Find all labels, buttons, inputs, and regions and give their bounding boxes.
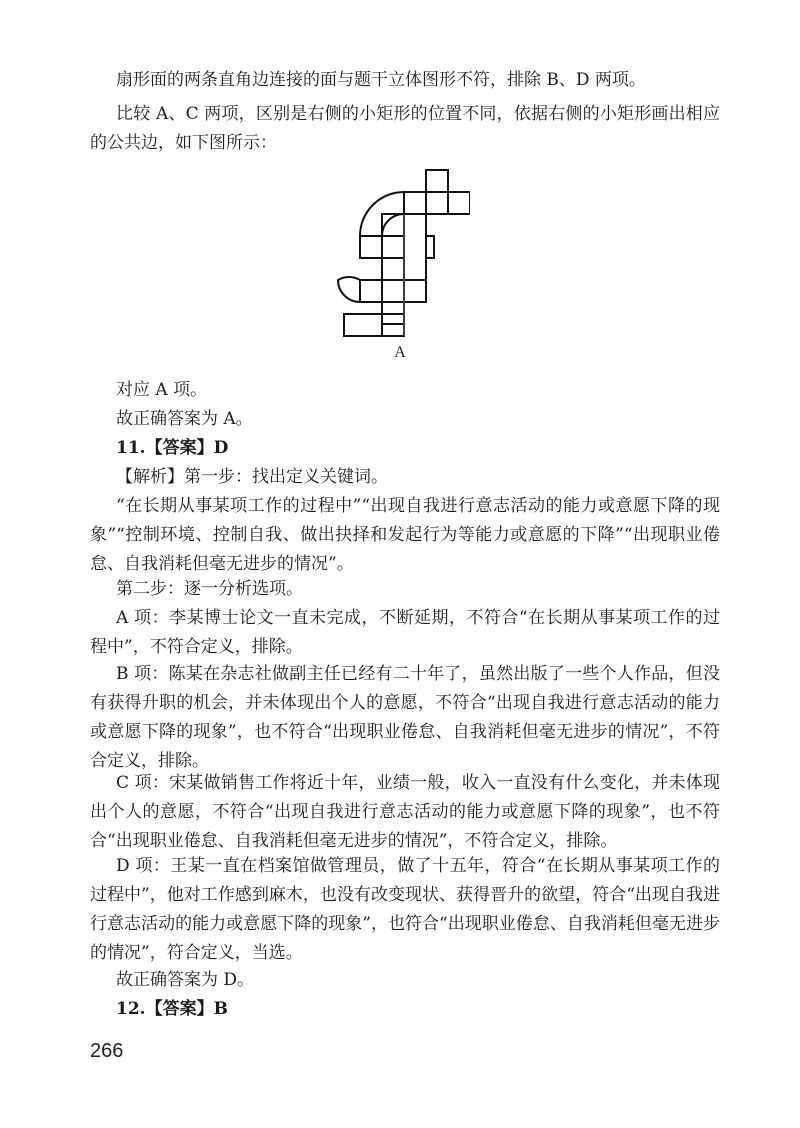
paragraph-answer-a: 故正确答案为 A。 <box>116 409 253 429</box>
page-number: 266 <box>90 1040 124 1062</box>
question-11-step-2: 第二步：逐一分析选项。 <box>116 579 303 599</box>
figure-caption: A <box>394 344 406 361</box>
question-11-step-1: 【解析】第一步：找出定义关键词。 <box>116 467 388 487</box>
net-diagram <box>330 164 470 344</box>
paragraph-exclusion-bd: 扇形面的两条直角边连接的面与题干立体图形不符，排除 B、D 两项。 <box>116 70 646 90</box>
option-c-analysis: C 项：宋某做销售工作将近十年，业绩一般，收入一直没有什么变化，并未体现出个人的意愿，不符合“出现自我进行意志活动的能力或意愿下降的现象”，也不符合“出现职业倦怠、自我消耗但毫无进步的情况”，不符合定义，排除。 <box>90 773 720 851</box>
question-11-keywords: “在长期从事某项工作的过程中”“出现自我进行意志活动的能力或意愿下降的现象”“控制环境、控制自我、做出抉择和发起行为等能力或意愿的下降”“出现职业倦怠、自我消耗但毫无进步的情况”。 <box>90 496 720 574</box>
unfolded-net-figure <box>330 164 470 344</box>
paragraph-corresponds-a: 对应 A 项。 <box>116 380 208 400</box>
option-d-analysis: D 项：王某一直在档案馆做管理员，做了十五年，符合“在长期从事某项工作的过程中”，他对工作感到麻木，也没有改变现状、获得晋升的欲望，符合“出现自我进行意志活动的能力或意愿下降的现象”，也符合“出现职业倦怠、自我消耗但毫无进步的情况”，符合定义，当选。 <box>90 856 720 963</box>
option-b-analysis: B 项：陈某在杂志社做副主任已经有二十年了，虽然出版了一些个人作品，但没有获得升职的机会，并未体现出个人的意愿，不符合“出现自我进行意志活动的能力或意愿下降的现象”，也不符合“出现职业倦怠、自我消耗但毫无进步的情况”，不符合定义，排除。 <box>90 664 720 771</box>
option-a-analysis: A 项：李某博士论文一直未完成，不断延期，不符合“在长期从事某项工作的过程中”，不符合定义，排除。 <box>90 608 720 657</box>
paragraph-compare-ac: 比较 A、C 两项，区别是右侧的小矩形的位置不同，依据右侧的小矩形画出相应的公共边，如下图所示： <box>90 104 720 153</box>
question-12-answer: 12.【答案】B <box>116 999 228 1019</box>
question-11-conclusion: 故正确答案为 D。 <box>116 970 255 990</box>
question-11-answer: 11.【答案】D <box>116 438 229 458</box>
